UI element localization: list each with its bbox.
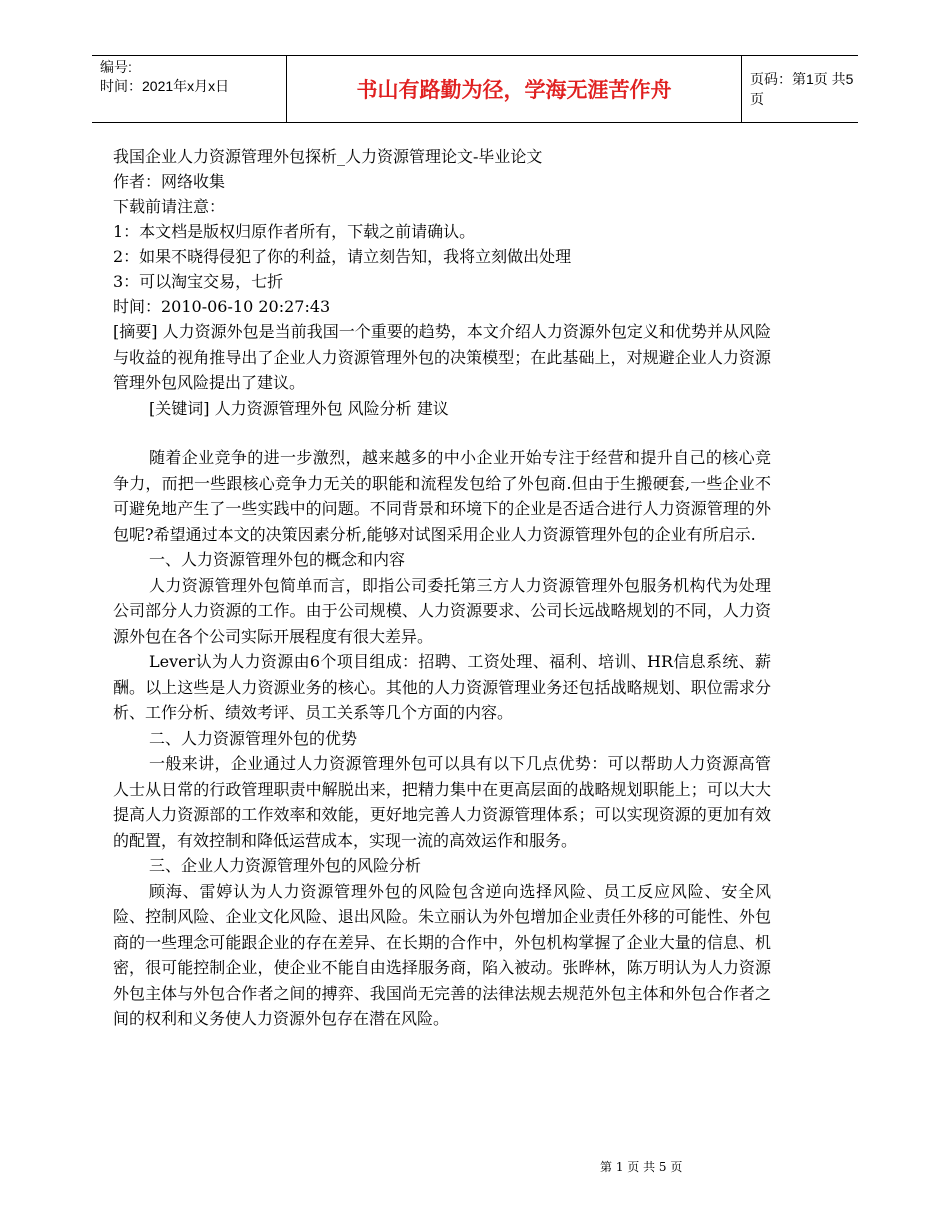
notice-item: 3：可以淘宝交易，七折 <box>113 272 284 291</box>
doc-author: 作者：网络收集 <box>113 172 226 191</box>
paragraph: 人力资源管理外包简单而言，即指公司委托第三方人力资源管理外包服务机构代为处理公司部分人力资源的工作。由于公司规模、人力资源要求、公司长远战略规划的不同，人力资源外包在各个公司实际开展程度有很大差异。 <box>113 575 771 646</box>
doc-time: 时间：2010-06-10 20:27:43 <box>113 297 331 316</box>
abstract: [摘要] 人力资源外包是当前我国一个重要的趋势，本文介绍人力资源外包定义和优势并从风险与收益的视角推导出了企业人力资源管理外包的决策模型；在此基础上，对规避企业人力资源管理外包风险提出了建议。 <box>113 322 771 392</box>
paragraph: 一般来讲，企业通过人力资源管理外包可以具有以下几点优势：可以帮助人力资源高管人士从日常的行政管理职责中解脱出来，把精力集中在更高层面的战略规划职能上；可以大大提高人力资源部的工作效率和效能，更好地完善人力资源管理体系；可以实现资源的更加有效的配置，有效控制和降低运营成本，实现一流的高效运作和服务。 <box>113 754 771 850</box>
section-heading: 二、人力资源管理外包的优势 <box>149 728 358 748</box>
notice-item: 2：如果不晓得侵犯了你的利益，请立刻告知，我将立刻做出处理 <box>113 247 572 266</box>
section-heading: 三、企业人力资源管理外包的风险分析 <box>149 856 422 875</box>
intro-paragraph: 随着企业竞争的进一步激烈，越来越多的中小企业开始专注于经营和提升自己的核心竞争力，而把一些跟核心竞争力无关的职能和流程发包给了外包商.但由于生搬硬套,一些企业不可避免地产生了一些实践中的问题。不同背景和环境下的企业是否适合进行人力资源管理的外包呢?希望通过本文的决策因素分析,能够对试图采用企业人力资源管理外包的企业有所启示. <box>113 448 771 544</box>
page-footer: 第 1 页 共 5 页 <box>600 1160 683 1174</box>
page-header <box>92 55 858 123</box>
notice-heading: 下载前请注意： <box>113 197 226 216</box>
keywords: [关键词] 人力资源管理外包 风险分析 建议 <box>149 398 449 418</box>
header-motto: 书山有路勤为径，学海无涯苦作舟 <box>286 56 742 122</box>
header-info <box>92 56 286 122</box>
document-body <box>113 144 771 1032</box>
date-label: 时间：2021年x月x日 <box>100 78 230 94</box>
spacer <box>113 421 771 445</box>
header-page-label: 页码：第1页 共5页 <box>750 71 854 107</box>
number-label: 编号: <box>100 59 132 75</box>
section-heading: 一、人力资源管理外包的概念和内容 <box>149 550 406 569</box>
paragraph: 顾海、雷婷认为人力资源管理外包的风险包含逆向选择风险、员工反应风险、安全风险、控制风险、企业文化风险、退出风险。朱立丽认为外包增加企业责任外移的可能性、外包商的一些理念可能跟企业的存在差异、在长期的合作中，外包机构掌握了企业大量的信息、机密，很可能控制企业，使企业不能自由选择服务商，陷入被动。张晔林，陈万明认为人力资源外包主体与外包合作者之间的搏弈、我国尚无完善的法律法规去规范外包主体和外包合作者之间的权利和义务使人力资源外包存在潜在风险。 <box>113 881 771 1028</box>
doc-title: 我国企业人力资源管理外包探析_人力资源管理论文-毕业论文 <box>113 147 543 166</box>
notice-item: 1：本文档是版权归原作者所有，下载之前请确认。 <box>113 222 476 241</box>
paragraph: Lever认为人力资源由6个项目组成：招聘、工资处理、福利、培训、HR信息系统、薪酬。以上这些是人力资源业务的核心。其他的人力资源管理业务还包括战略规划、职位需求分析、工作分析、绩效考评、员工关系等几个方面的内容。 <box>113 652 771 722</box>
